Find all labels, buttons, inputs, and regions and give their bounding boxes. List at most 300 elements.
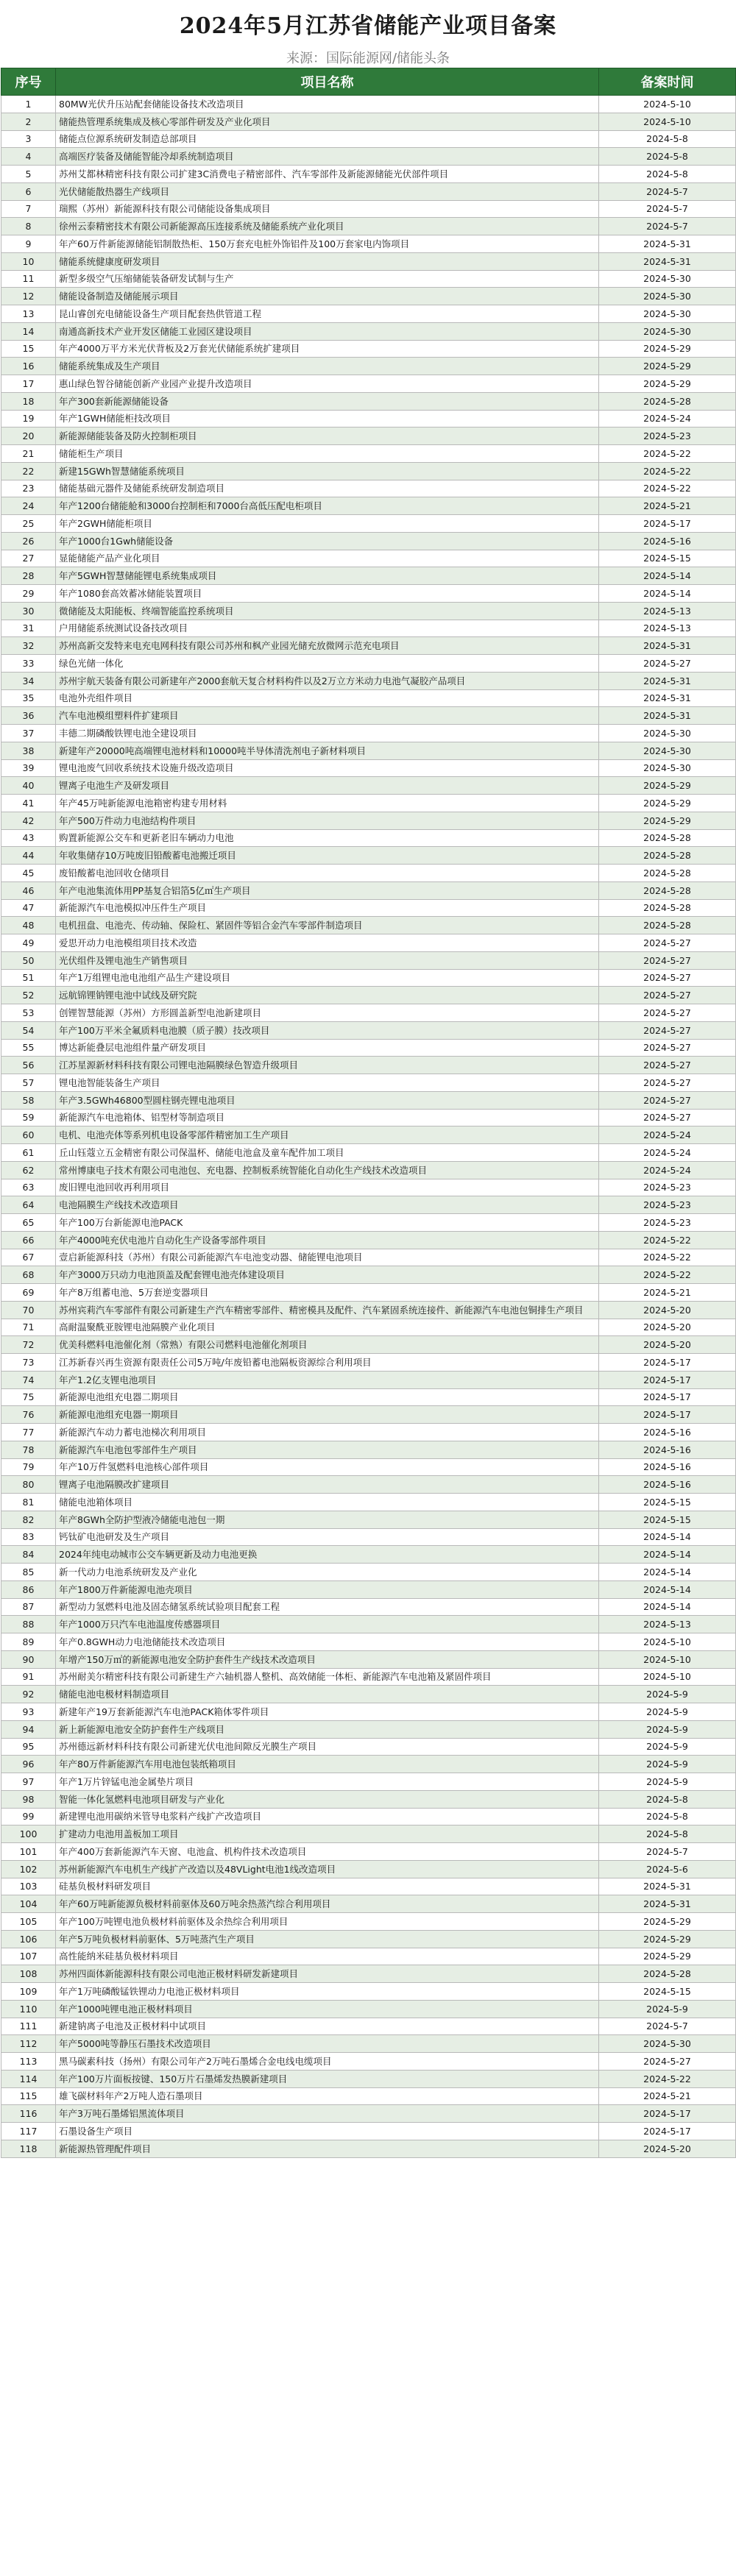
row-index: 92 <box>1 1686 56 1703</box>
row-filing-date: 2024-5-29 <box>599 375 736 393</box>
row-filing-date: 2024-5-27 <box>599 1091 736 1109</box>
row-index: 45 <box>1 865 56 882</box>
row-index: 68 <box>1 1266 56 1284</box>
table-row <box>1 1843 736 1861</box>
row-index: 26 <box>1 532 56 550</box>
row-project-name: 电池外壳组件项目 <box>56 689 599 707</box>
row-index: 91 <box>1 1668 56 1686</box>
table-row <box>1 2087 736 2105</box>
table-row <box>1 637 736 655</box>
row-index: 110 <box>1 2000 56 2018</box>
row-project-name: 新一代动力电池系统研发及产业化 <box>56 1564 599 1581</box>
table-row <box>1 1266 736 1284</box>
row-index: 83 <box>1 1528 56 1546</box>
row-filing-date: 2024-5-10 <box>599 96 736 113</box>
row-project-name: 电机、电池壳体等系列机电设备零部件精密加工生产项目 <box>56 1126 599 1144</box>
row-index: 88 <box>1 1616 56 1633</box>
row-index: 105 <box>1 1913 56 1931</box>
row-project-name: 雄飞碳材料年产2万吨人造石墨项目 <box>56 2087 599 2105</box>
row-index: 109 <box>1 1983 56 2001</box>
row-filing-date: 2024-5-22 <box>599 480 736 497</box>
table-row <box>1 375 736 393</box>
table-row <box>1 497 736 515</box>
row-project-name: 新能源汽车动力蓄电池梯次利用项目 <box>56 1424 599 1441</box>
row-project-name: 新能源热管理配件项目 <box>56 2140 599 2157</box>
table-row <box>1 1458 736 1476</box>
row-filing-date: 2024-5-27 <box>599 1109 736 1126</box>
table-row <box>1 1214 736 1232</box>
row-project-name: 新建15GWh智慧储能系统项目 <box>56 462 599 480</box>
row-project-name: 2024年纯电动城市公交车辆更新及动力电池更换 <box>56 1546 599 1564</box>
row-filing-date: 2024-5-31 <box>599 689 736 707</box>
row-index: 5 <box>1 166 56 183</box>
row-index: 90 <box>1 1650 56 1668</box>
table-row <box>1 2070 736 2087</box>
row-index: 12 <box>1 288 56 305</box>
row-project-name: 硅基负极材料研发项目 <box>56 1878 599 1895</box>
row-project-name: 废旧锂电池回收再利用项目 <box>56 1179 599 1196</box>
row-index: 71 <box>1 1319 56 1336</box>
row-project-name: 年产100万吨锂电池负极材料前驱体及余热综合利用项目 <box>56 1913 599 1931</box>
header-index: 序号 <box>1 68 56 96</box>
row-project-name: 年产1.2亿支锂电池项目 <box>56 1371 599 1388</box>
row-filing-date: 2024-5-17 <box>599 1354 736 1372</box>
row-project-name: 壹启新能源科技（苏州）有限公司新能源汽车电池变动器、储能锂电池项目 <box>56 1249 599 1266</box>
row-project-name: 丰德二期磷酸铁锂电池全建设项目 <box>56 725 599 742</box>
row-project-name: 年产1万片锌锰电池金属垫片项目 <box>56 1773 599 1791</box>
row-filing-date: 2024-5-14 <box>599 1580 736 1598</box>
table-row <box>1 1598 736 1616</box>
row-index: 61 <box>1 1144 56 1162</box>
table-row <box>1 410 736 427</box>
row-filing-date: 2024-5-13 <box>599 1616 736 1633</box>
row-project-name: 储能点位源系统研发制造总部项目 <box>56 130 599 148</box>
row-index: 62 <box>1 1161 56 1179</box>
table-row <box>1 1511 736 1528</box>
row-index: 4 <box>1 148 56 166</box>
row-project-name: 年产1000万只汽车电池温度传感器项目 <box>56 1616 599 1633</box>
row-filing-date: 2024-5-22 <box>599 1266 736 1284</box>
row-index: 54 <box>1 1021 56 1039</box>
row-filing-date: 2024-5-30 <box>599 725 736 742</box>
row-filing-date: 2024-5-30 <box>599 759 736 777</box>
row-project-name: 爱思开动力电池模组项目技术改造 <box>56 934 599 952</box>
table-row <box>1 1231 736 1249</box>
row-filing-date: 2024-5-31 <box>599 672 736 689</box>
row-project-name: 新型多级空气压缩储能装备研发试制与生产 <box>56 270 599 288</box>
row-filing-date: 2024-5-20 <box>599 1336 736 1354</box>
row-filing-date: 2024-5-29 <box>599 1913 736 1931</box>
row-index: 10 <box>1 252 56 270</box>
row-project-name: 汽车电池模组塑料件扩建项目 <box>56 707 599 725</box>
row-index: 107 <box>1 1948 56 1965</box>
row-index: 70 <box>1 1301 56 1319</box>
row-filing-date: 2024-5-28 <box>599 829 736 847</box>
row-project-name: 微储能及太阳能板、终端智能监控系统项目 <box>56 602 599 620</box>
row-filing-date: 2024-5-17 <box>599 1406 736 1424</box>
row-filing-date: 2024-5-31 <box>599 1878 736 1895</box>
row-filing-date: 2024-5-16 <box>599 532 736 550</box>
row-index: 115 <box>1 2087 56 2105</box>
row-project-name: 黑马碳素科技（扬州）有限公司年产2万吨石墨烯合金电线电缆项目 <box>56 2053 599 2071</box>
row-filing-date: 2024-5-10 <box>599 1668 736 1686</box>
row-filing-date: 2024-5-27 <box>599 934 736 952</box>
table-row <box>1 951 736 969</box>
row-filing-date: 2024-5-29 <box>599 1948 736 1965</box>
table-row <box>1 322 736 340</box>
row-project-name: 电机扭盘、电池壳、传动轴、保险杠、紧固件等铝合金汽车零部件制造项目 <box>56 917 599 934</box>
row-index: 64 <box>1 1196 56 1214</box>
row-index: 22 <box>1 462 56 480</box>
row-filing-date: 2024-5-17 <box>599 2123 736 2140</box>
row-project-name: 显能储能产品产业化项目 <box>56 550 599 567</box>
table-row <box>1 707 736 725</box>
row-filing-date: 2024-5-30 <box>599 305 736 323</box>
table-row <box>1 1109 736 1126</box>
row-index: 78 <box>1 1441 56 1458</box>
row-filing-date: 2024-5-20 <box>599 1301 736 1319</box>
row-project-name: 扩建动力电池用盖板加工项目 <box>56 1825 599 1843</box>
row-filing-date: 2024-5-22 <box>599 2070 736 2087</box>
row-filing-date: 2024-5-31 <box>599 252 736 270</box>
row-index: 49 <box>1 934 56 952</box>
row-filing-date: 2024-5-22 <box>599 1231 736 1249</box>
row-project-name: 新建钠离子电池及正极材料中试项目 <box>56 2018 599 2035</box>
table-row <box>1 987 736 1004</box>
row-index: 14 <box>1 322 56 340</box>
row-index: 86 <box>1 1580 56 1598</box>
row-filing-date: 2024-5-27 <box>599 951 736 969</box>
row-index: 19 <box>1 410 56 427</box>
row-filing-date: 2024-5-13 <box>599 602 736 620</box>
row-project-name: 苏州艾都林精密科技有限公司扩建3C消费电子精密部件、汽车零部件及新能源储能光伏部件项目 <box>56 166 599 183</box>
row-project-name: 石墨设备生产项目 <box>56 2123 599 2140</box>
row-index: 79 <box>1 1458 56 1476</box>
row-project-name: 钙钛矿电池研发及生产项目 <box>56 1528 599 1546</box>
row-filing-date: 2024-5-30 <box>599 742 736 759</box>
row-index: 33 <box>1 655 56 673</box>
row-index: 30 <box>1 602 56 620</box>
row-project-name: 电池隔膜生产线技术改造项目 <box>56 1196 599 1214</box>
row-index: 38 <box>1 742 56 759</box>
row-index: 65 <box>1 1214 56 1232</box>
table-row <box>1 1039 736 1057</box>
row-project-name: 徐州云泰精密技术有限公司新能源高压连接系统及储能系统产业化项目 <box>56 218 599 235</box>
row-project-name: 昆山睿创充电储能设备生产项目配套热供管道工程 <box>56 305 599 323</box>
row-index: 3 <box>1 130 56 148</box>
table-row <box>1 96 736 113</box>
row-index: 98 <box>1 1790 56 1808</box>
row-index: 29 <box>1 585 56 603</box>
row-index: 94 <box>1 1720 56 1738</box>
table-row <box>1 358 736 375</box>
table-row <box>1 1336 736 1354</box>
row-filing-date: 2024-5-21 <box>599 1284 736 1302</box>
row-filing-date: 2024-5-17 <box>599 515 736 533</box>
row-index: 66 <box>1 1231 56 1249</box>
row-filing-date: 2024-5-8 <box>599 130 736 148</box>
row-index: 99 <box>1 1808 56 1825</box>
row-filing-date: 2024-5-10 <box>599 1650 736 1668</box>
table-row <box>1 1424 736 1441</box>
table-row <box>1 1650 736 1668</box>
row-filing-date: 2024-5-28 <box>599 865 736 882</box>
row-filing-date: 2024-5-29 <box>599 777 736 795</box>
row-filing-date: 2024-5-24 <box>599 410 736 427</box>
row-index: 8 <box>1 218 56 235</box>
row-project-name: 储能系统健康度研发项目 <box>56 252 599 270</box>
table-row <box>1 200 736 218</box>
table-row <box>1 1686 736 1703</box>
row-project-name: 年产3万吨石墨烯铝黑流体项目 <box>56 2105 599 2123</box>
row-index: 18 <box>1 392 56 410</box>
row-index: 35 <box>1 689 56 707</box>
row-index: 52 <box>1 987 56 1004</box>
row-project-name: 年产3000万只动力电池顶盖及配套锂电池壳体建设项目 <box>56 1266 599 1284</box>
row-filing-date: 2024-5-28 <box>599 881 736 899</box>
row-filing-date: 2024-5-14 <box>599 1546 736 1564</box>
table-row <box>1 917 736 934</box>
row-index: 25 <box>1 515 56 533</box>
row-filing-date: 2024-5-27 <box>599 1004 736 1022</box>
row-project-name: 年产1800万件新能源电池壳项目 <box>56 1580 599 1598</box>
row-filing-date: 2024-5-8 <box>599 1808 736 1825</box>
row-filing-date: 2024-5-23 <box>599 1196 736 1214</box>
row-filing-date: 2024-5-14 <box>599 1598 736 1616</box>
table-row <box>1 1738 736 1756</box>
row-index: 59 <box>1 1109 56 1126</box>
row-index: 31 <box>1 620 56 637</box>
table-row <box>1 899 736 917</box>
table-row <box>1 1144 736 1162</box>
row-project-name: 年产60万吨新能源负极材料前驱体及60万吨余热蒸汽综合利用项目 <box>56 1895 599 1913</box>
row-project-name: 年产80万件新能源汽车用电池包装纸箱项目 <box>56 1756 599 1773</box>
row-project-name: 年产400万套新能源汽车天窗、电池盒、机构件技术改造项目 <box>56 1843 599 1861</box>
row-filing-date: 2024-5-27 <box>599 1057 736 1074</box>
table-row <box>1 1930 736 1948</box>
table-row <box>1 1354 736 1372</box>
source-line: 来源：国际能源网/储能头条 <box>286 51 450 66</box>
table-row <box>1 1564 736 1581</box>
row-index: 63 <box>1 1179 56 1196</box>
row-project-name: 储能电池电极材料制造项目 <box>56 1686 599 1703</box>
row-project-name: 年产1080套高效蓄冰储能装置项目 <box>56 585 599 603</box>
row-filing-date: 2024-5-8 <box>599 166 736 183</box>
row-filing-date: 2024-5-23 <box>599 1214 736 1232</box>
row-project-name: 年产5万吨负极材料前驱体、5万吨蒸汽生产项目 <box>56 1930 599 1948</box>
row-index: 100 <box>1 1825 56 1843</box>
row-project-name: 新能源电池组充电器二期项目 <box>56 1388 599 1406</box>
row-filing-date: 2024-5-31 <box>599 707 736 725</box>
row-filing-date: 2024-5-14 <box>599 567 736 585</box>
table-row <box>1 1319 736 1336</box>
row-filing-date: 2024-5-30 <box>599 322 736 340</box>
row-project-name: 年产10万件氢燃料电池核心部件项目 <box>56 1458 599 1476</box>
row-project-name: 博达新能叠层电池组件量产研发项目 <box>56 1039 599 1057</box>
row-filing-date: 2024-5-9 <box>599 1738 736 1756</box>
row-index: 74 <box>1 1371 56 1388</box>
row-project-name: 新能源电池组充电器一期项目 <box>56 1406 599 1424</box>
row-project-name: 年产100万平米全氟质料电池膜（质子膜）技改项目 <box>56 1021 599 1039</box>
row-filing-date: 2024-5-28 <box>599 392 736 410</box>
table-row <box>1 166 736 183</box>
row-project-name: 苏州耐美尔精密科技有限公司新建生产六轴机器人整机、高效储能一体柜、新能源汽车电池箱及紧固件项目 <box>56 1668 599 1686</box>
table-row <box>1 1004 736 1022</box>
row-project-name: 年产500万件动力电池结构件项目 <box>56 812 599 829</box>
table-row <box>1 515 736 533</box>
row-index: 34 <box>1 672 56 689</box>
table-row <box>1 795 736 812</box>
row-index: 106 <box>1 1930 56 1948</box>
row-index: 72 <box>1 1336 56 1354</box>
table-row <box>1 969 736 987</box>
row-project-name: 创锂智慧能源（苏州）方形圆盖新型电池新建项目 <box>56 1004 599 1022</box>
table-row <box>1 620 736 637</box>
row-index: 55 <box>1 1039 56 1057</box>
table-row <box>1 2123 736 2140</box>
row-index: 93 <box>1 1703 56 1721</box>
row-filing-date: 2024-5-27 <box>599 655 736 673</box>
row-project-name: 购置新能源公交车和更新老旧车辆动力电池 <box>56 829 599 847</box>
row-index: 108 <box>1 1965 56 1983</box>
table-row <box>1 1790 736 1808</box>
row-index: 11 <box>1 270 56 288</box>
table-row <box>1 148 736 166</box>
row-filing-date: 2024-5-14 <box>599 1564 736 1581</box>
row-project-name: 光伏储能散热器生产线项目 <box>56 182 599 200</box>
table-row <box>1 829 736 847</box>
row-filing-date: 2024-5-29 <box>599 340 736 358</box>
row-filing-date: 2024-5-22 <box>599 462 736 480</box>
row-index: 102 <box>1 1860 56 1878</box>
row-index: 24 <box>1 497 56 515</box>
row-filing-date: 2024-5-22 <box>599 1249 736 1266</box>
table-row <box>1 1406 736 1424</box>
row-filing-date: 2024-5-27 <box>599 1021 736 1039</box>
row-filing-date: 2024-5-16 <box>599 1458 736 1476</box>
table-row <box>1 1913 736 1931</box>
row-project-name: 新建锂电池用碳纳米管导电浆料产线扩产改造项目 <box>56 1808 599 1825</box>
row-project-name: 江苏新春兴再生资源有限责任公司5万吨/年废铅蓄电池隔板资源综合利用项目 <box>56 1354 599 1372</box>
row-filing-date: 2024-5-17 <box>599 1371 736 1388</box>
row-filing-date: 2024-5-24 <box>599 1161 736 1179</box>
table-row <box>1 1441 736 1458</box>
row-filing-date: 2024-5-8 <box>599 148 736 166</box>
row-filing-date: 2024-5-17 <box>599 1388 736 1406</box>
header-project-name: 项目名称 <box>56 68 599 96</box>
row-filing-date: 2024-5-27 <box>599 969 736 987</box>
row-index: 9 <box>1 235 56 253</box>
table-row <box>1 812 736 829</box>
row-project-name: 年产4000万平方米光伏背板及2万套光伏储能系统扩建项目 <box>56 340 599 358</box>
table-row <box>1 689 736 707</box>
table-row <box>1 1948 736 1965</box>
table-row <box>1 1528 736 1546</box>
row-project-name: 年产8GWh全防护型液冷储能电池包一期 <box>56 1511 599 1528</box>
row-index: 77 <box>1 1424 56 1441</box>
table-row <box>1 1388 736 1406</box>
table-row <box>1 1301 736 1319</box>
row-filing-date: 2024-5-7 <box>599 200 736 218</box>
row-filing-date: 2024-5-29 <box>599 812 736 829</box>
table-row <box>1 567 736 585</box>
row-filing-date: 2024-5-9 <box>599 1703 736 1721</box>
table-row <box>1 934 736 952</box>
row-project-name: 年产1GWH储能柜技改项目 <box>56 410 599 427</box>
table-row <box>1 1825 736 1843</box>
row-index: 20 <box>1 427 56 445</box>
table-row <box>1 270 736 288</box>
table-row <box>1 1179 736 1196</box>
row-filing-date: 2024-5-22 <box>599 445 736 463</box>
row-index: 15 <box>1 340 56 358</box>
row-project-name: 储能电池箱体项目 <box>56 1494 599 1511</box>
row-project-name: 新能源汽车电池模拟冲压件生产项目 <box>56 899 599 917</box>
row-index: 2 <box>1 113 56 130</box>
table-row <box>1 2105 736 2123</box>
row-filing-date: 2024-5-8 <box>599 1790 736 1808</box>
row-project-name: 新能源储能装备及防火控制柜项目 <box>56 427 599 445</box>
row-filing-date: 2024-5-9 <box>599 1686 736 1703</box>
table-row <box>1 777 736 795</box>
row-index: 43 <box>1 829 56 847</box>
row-filing-date: 2024-5-13 <box>599 620 736 637</box>
row-filing-date: 2024-5-16 <box>599 1424 736 1441</box>
row-index: 27 <box>1 550 56 567</box>
table-row <box>1 2053 736 2071</box>
row-project-name: 优美科燃料电池催化剂（常熟）有限公司燃料电池催化剂项目 <box>56 1336 599 1354</box>
row-project-name: 年产电池集流体用PP基复合铝箔5亿㎡生产项目 <box>56 881 599 899</box>
row-project-name: 锂电池废气回收系统技术设施升级改造项目 <box>56 759 599 777</box>
row-project-name: 丘山钰蔻立五金精密有限公司保温杯、储能电池盒及童车配件加工项目 <box>56 1144 599 1162</box>
row-index: 21 <box>1 445 56 463</box>
row-index: 81 <box>1 1494 56 1511</box>
row-index: 104 <box>1 1895 56 1913</box>
row-index: 6 <box>1 182 56 200</box>
row-project-name: 新能源汽车电池包零部件生产项目 <box>56 1441 599 1458</box>
table-row <box>1 2035 736 2053</box>
row-project-name: 年产4000吨充伏电池片自动化生产设备零部件项目 <box>56 1231 599 1249</box>
row-index: 87 <box>1 1598 56 1616</box>
table-row <box>1 130 736 148</box>
row-index: 51 <box>1 969 56 987</box>
row-filing-date: 2024-5-31 <box>599 637 736 655</box>
row-project-name: 苏州四面体新能源科技有限公司电池正极材料研发新建项目 <box>56 1965 599 1983</box>
row-index: 80 <box>1 1476 56 1494</box>
table-row <box>1 865 736 882</box>
table-row <box>1 427 736 445</box>
row-index: 44 <box>1 847 56 865</box>
row-index: 82 <box>1 1511 56 1528</box>
table-row <box>1 1860 736 1878</box>
row-index: 39 <box>1 759 56 777</box>
row-filing-date: 2024-5-28 <box>599 1965 736 1983</box>
row-project-name: 年产300套新能源储能设备 <box>56 392 599 410</box>
table-row <box>1 462 736 480</box>
row-project-name: 年产8万组蓄电池、5万套逆变器项目 <box>56 1284 599 1302</box>
row-project-name: 储能热管理系统集成及核心零部件研发及产业化项目 <box>56 113 599 130</box>
table-row <box>1 1074 736 1092</box>
row-index: 75 <box>1 1388 56 1406</box>
table-row <box>1 1091 736 1109</box>
row-index: 23 <box>1 480 56 497</box>
row-filing-date: 2024-5-21 <box>599 2087 736 2105</box>
table-row <box>1 1057 736 1074</box>
row-index: 36 <box>1 707 56 725</box>
row-filing-date: 2024-5-14 <box>599 585 736 603</box>
row-index: 28 <box>1 567 56 585</box>
row-filing-date: 2024-5-7 <box>599 2018 736 2035</box>
